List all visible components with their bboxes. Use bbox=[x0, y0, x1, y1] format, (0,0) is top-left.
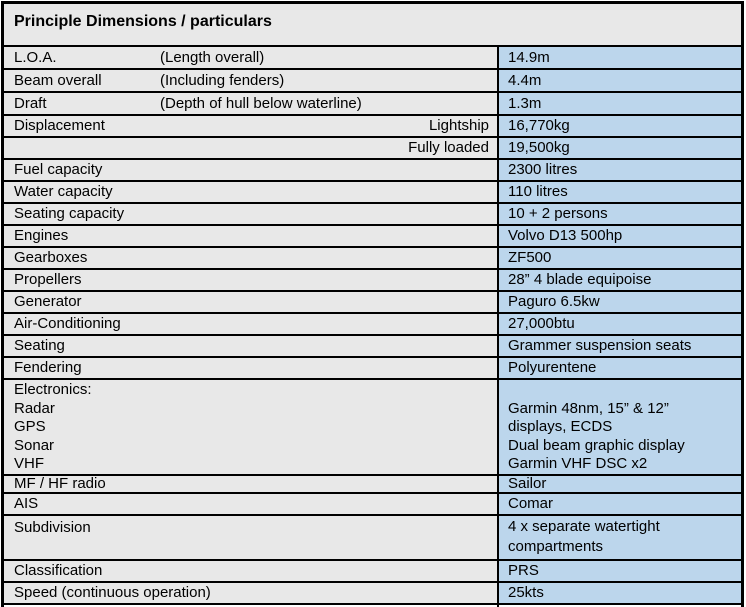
spec-label: Propellers bbox=[4, 270, 497, 290]
spec-label-line: Electronics: bbox=[14, 381, 92, 398]
spec-value: 27,000btu bbox=[497, 314, 741, 334]
row-water-capacity bbox=[4, 180, 741, 202]
spec-label-cell bbox=[4, 70, 497, 91]
spec-value: PRS bbox=[497, 561, 741, 581]
spec-label: Fendering bbox=[4, 358, 497, 378]
spec-label-line: Sonar bbox=[14, 436, 55, 454]
row-seating-capacity bbox=[4, 202, 741, 224]
spec-value: Volvo D13 500hp bbox=[497, 226, 741, 246]
spec-label: Generator bbox=[4, 292, 497, 312]
spec-value-cell bbox=[497, 516, 741, 559]
row-gearboxes bbox=[4, 246, 741, 268]
spec-value-cell bbox=[497, 380, 741, 474]
spec-note: (Including fenders) bbox=[160, 72, 285, 89]
spec-label-cell bbox=[4, 116, 497, 136]
spec-label-cell bbox=[4, 47, 497, 68]
row-draft bbox=[4, 91, 741, 114]
spec-label-line: GPS bbox=[14, 418, 46, 436]
spec-label-line: VHF bbox=[14, 455, 44, 473]
spec-value: 4.4m bbox=[497, 70, 741, 91]
row-fendering bbox=[4, 356, 741, 378]
spec-label: Air-Conditioning bbox=[4, 314, 497, 334]
row-subdivision bbox=[4, 514, 741, 559]
spec-label: Engines bbox=[4, 226, 497, 246]
row-propellers bbox=[4, 268, 741, 290]
spec-label: AIS bbox=[4, 494, 497, 514]
row-displacement-lightship bbox=[4, 114, 741, 136]
row-loa bbox=[4, 45, 741, 68]
spec-label: Draft bbox=[14, 95, 47, 112]
spec-label: Water capacity bbox=[4, 182, 497, 202]
spec-label: Displacement bbox=[14, 117, 105, 134]
spec-table bbox=[1, 1, 744, 605]
spec-value-line: displays, ECDS bbox=[508, 418, 613, 436]
spec-value: 19,500kg bbox=[497, 138, 741, 158]
spec-label-cell bbox=[4, 93, 497, 114]
spec-label: Subdivision bbox=[4, 516, 497, 559]
spec-sublabel: Lightship bbox=[428, 117, 489, 134]
spec-value: 1.3m bbox=[497, 93, 741, 114]
spec-label: Fuel capacity bbox=[4, 160, 497, 180]
row-fuel-capacity bbox=[4, 158, 741, 180]
spec-label-cell bbox=[4, 138, 497, 158]
spec-value-line: 4 x separate watertight bbox=[508, 518, 660, 535]
spec-value: 2300 litres bbox=[497, 160, 741, 180]
spec-sublabel: Fully loaded bbox=[408, 139, 489, 156]
row-speed bbox=[4, 581, 741, 603]
spec-label: Seating bbox=[4, 336, 497, 356]
spec-value: Paguro 6.5kw bbox=[497, 292, 741, 312]
spec-value-line: compartments bbox=[508, 538, 604, 555]
spec-value-line: Garmin 48nm, 15” & 12” bbox=[508, 399, 669, 417]
spec-note: (Length overall) bbox=[160, 49, 265, 66]
spec-label: L.O.A. bbox=[14, 49, 57, 66]
table-title: Principle Dimensions / particulars bbox=[4, 4, 741, 45]
row-seating bbox=[4, 334, 741, 356]
spec-value-line: Dual beam graphic display bbox=[508, 436, 685, 454]
spec-value: 28” 4 blade equipoise bbox=[497, 270, 741, 290]
spec-value: 14.9m bbox=[497, 47, 741, 68]
spec-note: (Depth of hull below waterline) bbox=[160, 95, 362, 112]
spec-value-line bbox=[508, 381, 741, 400]
spec-label: Classification bbox=[4, 561, 497, 581]
row-displacement-fully-loaded bbox=[4, 136, 741, 158]
spec-value: 10 + 2 persons bbox=[497, 204, 741, 224]
row-ais bbox=[4, 492, 741, 514]
row-engines bbox=[4, 224, 741, 246]
spec-value: 25kts bbox=[497, 583, 741, 603]
row-generator bbox=[4, 290, 741, 312]
spec-label-cell bbox=[4, 380, 497, 474]
spec-value: ZF500 bbox=[497, 248, 741, 268]
row-beam-overall bbox=[4, 68, 741, 91]
spec-value: 110 litres bbox=[497, 182, 741, 202]
spec-value-line: Garmin VHF DSC x2 bbox=[508, 455, 648, 473]
spec-value: Polyurentene bbox=[497, 358, 741, 378]
spec-value: Sailor bbox=[497, 476, 741, 492]
spec-label-line: Radar bbox=[14, 399, 55, 417]
row-electronics bbox=[4, 378, 741, 474]
spec-value: Grammer suspension seats bbox=[497, 336, 741, 356]
spec-label: Gearboxes bbox=[4, 248, 497, 268]
row-mf-hf-radio bbox=[4, 474, 741, 492]
spec-value: 16,770kg bbox=[497, 116, 741, 136]
spec-label: MF / HF radio bbox=[4, 476, 497, 492]
row-classification bbox=[4, 559, 741, 581]
spec-label: Seating capacity bbox=[4, 204, 497, 224]
spec-value: Comar bbox=[497, 494, 741, 514]
spec-label: Speed (continuous operation) bbox=[4, 583, 497, 603]
spec-label: Beam overall bbox=[14, 72, 102, 89]
row-air-conditioning bbox=[4, 312, 741, 334]
